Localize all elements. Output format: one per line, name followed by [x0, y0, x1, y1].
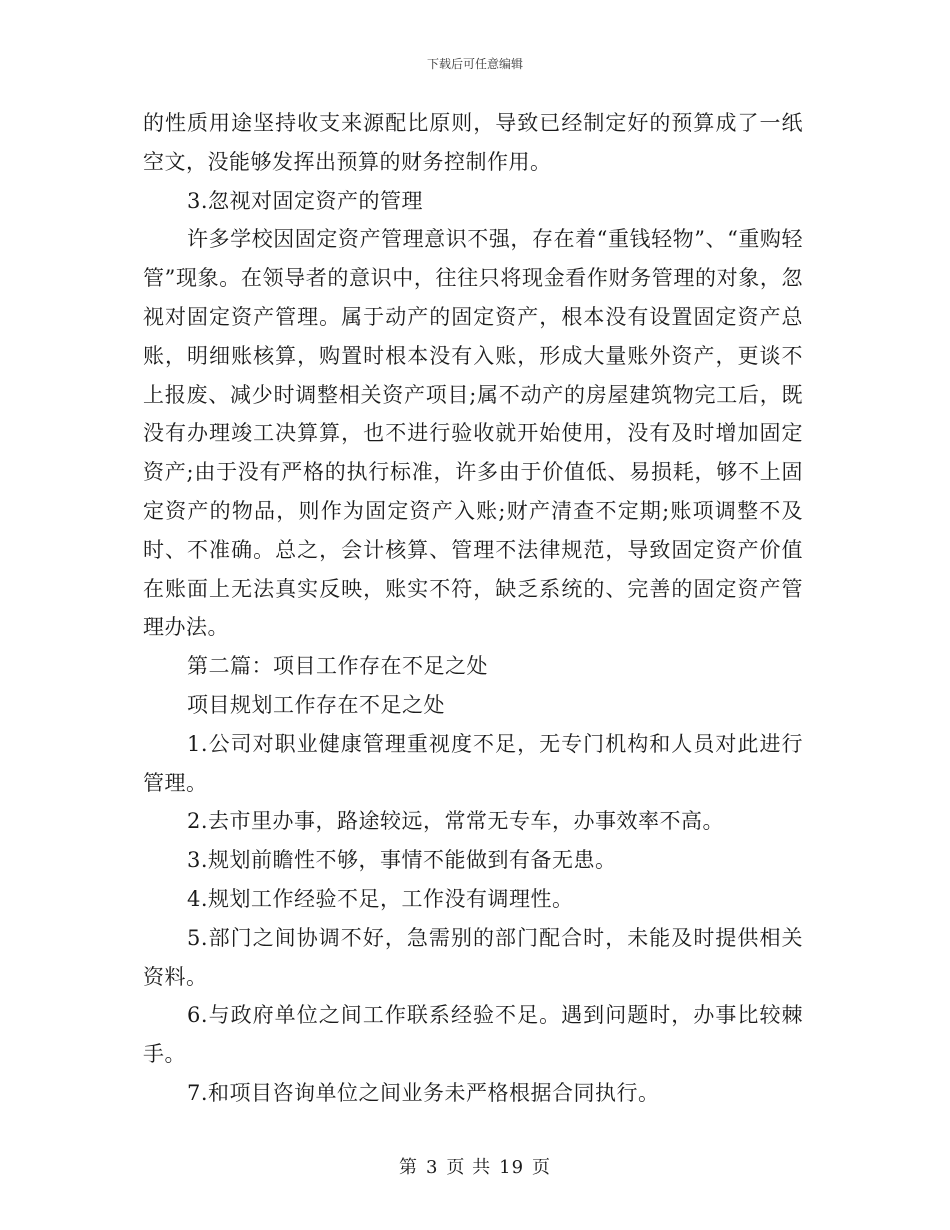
document-body	[143, 104, 803, 1113]
footer-page-number: 3	[425, 1157, 439, 1178]
list-item-3: 3.规划前瞻性不够，事情不能做到有备无患。	[187, 848, 617, 873]
footer-prefix: 第	[398, 1157, 418, 1178]
list-item-4: 4.规划工作经验不足，工作没有调理性。	[187, 886, 574, 911]
chapter-title: 第二篇：项目工作存在不足之处	[187, 654, 488, 679]
page-header: 下载后可任意编辑	[426, 57, 523, 71]
footer-suffix: 页	[532, 1157, 552, 1178]
page-footer	[0, 1153, 950, 1179]
list-item-5: 5.部门之间协调不好，急需别的部门配合时，未能及时提供相关资料。	[143, 925, 803, 989]
section-title: 项目规划工作存在不足之处	[187, 692, 445, 717]
list-item-6: 6.与政府单位之间工作联系经验不足。遇到问题时，办事比较棘手。	[143, 1003, 803, 1067]
paragraph-continuation: 的性质用途坚持收支来源配比原则，导致已经制定好的预算成了一纸空文，没能够发挥出预算的财务控制作用。	[143, 111, 803, 174]
list-item-2: 2.去市里办事，路途较远，常常无专车，办事效率不高。	[187, 809, 725, 834]
list-item-7: 7.和项目咨询单位之间业务未严格根据合同执行。	[187, 1080, 660, 1105]
section-heading-fixed-assets: 3.忽视对固定资产的管理	[187, 188, 424, 213]
footer-total-pages: 19	[499, 1157, 525, 1178]
paragraph-fixed-assets: 许多学校因固定资产管理意识不强，存在着“重钱轻物”、“重购轻管”现象。在领导者的意识中，往往只将现金看作财务管理的对象，忽视对固定资产管理。属于动产的固定资产，根本没有设置固定资产总账，明细账核算，购置时根本没有入账，形成大量账外资产，更谈不上报废、减少时调整相关资产项目;属不动产的房屋建筑物完工后，既没有办理竣工决算算，也不进行验收就开始使用，没有及时增加固定资产;由于没有严格的执行标准，许多由于价值低、易损耗，够不上固定资产的物品，则作为固定资产入账;财产清查不定期;账项调整不及时、不准确。总之，会计核算、管理不法律规范，导致固定资产价值在账面上无法真实反映，账实不符，缺乏系统的、完善的固定资产管理办法。	[143, 227, 803, 640]
footer-middle: 页 共	[446, 1157, 492, 1178]
list-item-1: 1.公司对职业健康管理重视度不足，无专门机构和人员对此进行管理。	[143, 731, 803, 795]
